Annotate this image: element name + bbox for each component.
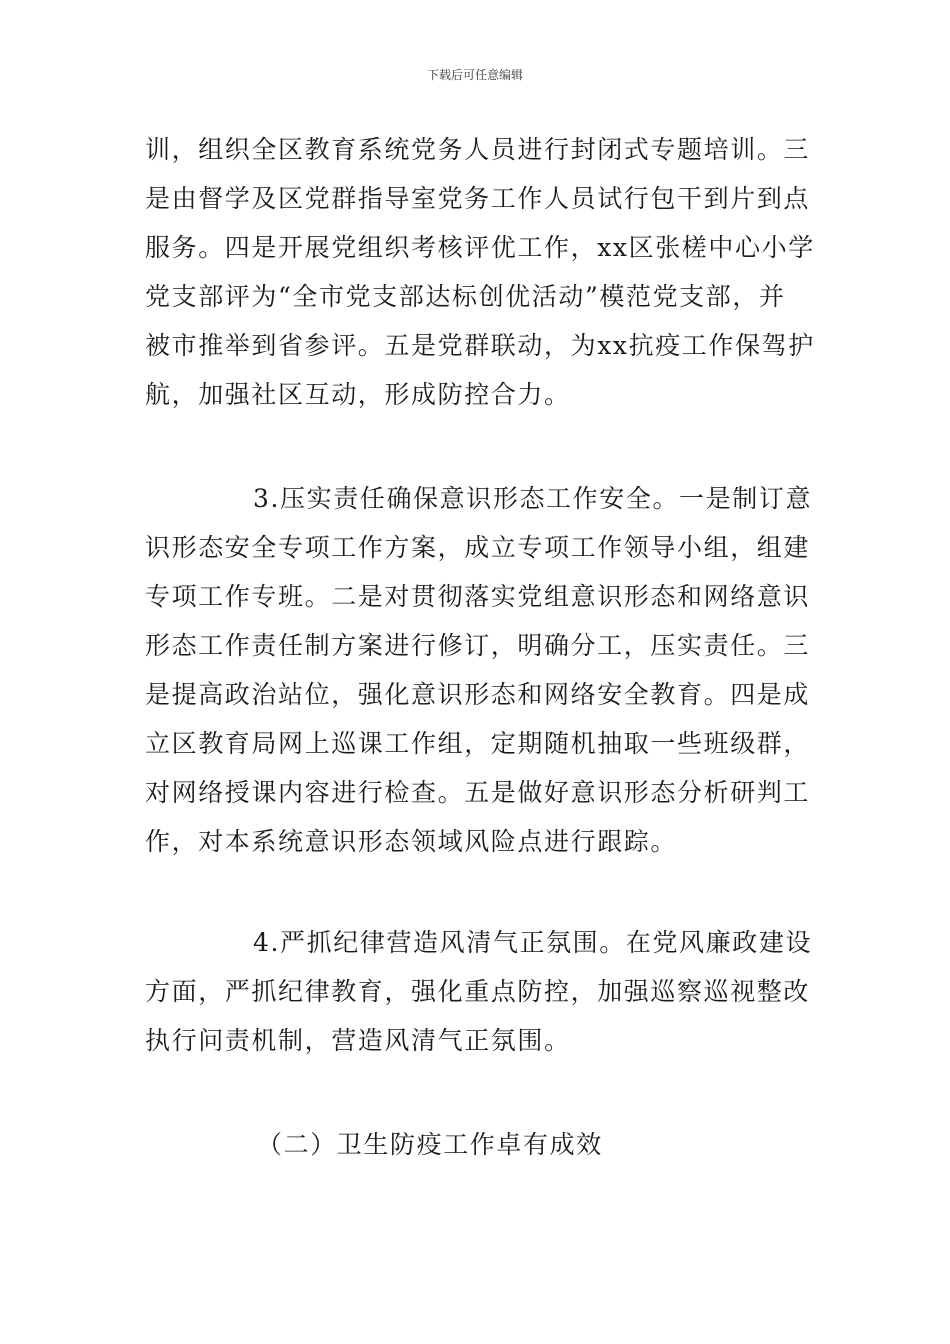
section-heading-text: （二）卫生防疫工作卓有成效	[257, 1130, 603, 1159]
text-line: 执行问责机制，营造风清气正氛围。	[145, 1026, 571, 1055]
text-line: 专项工作专班。二是对贯彻落实党组意识形态和网络意识	[145, 582, 811, 611]
text-line: 4.严抓纪律营造风清气正氛围。在党风廉政建设	[253, 928, 813, 957]
paragraph-party-building-continued	[145, 125, 815, 419]
text-line: 作，对本系统意识形态领域风险点进行跟踪。	[145, 827, 678, 856]
text-line: 是由督学及区党群指导室党务工作人员试行包干到片到点	[145, 184, 811, 213]
paragraph-discipline	[145, 918, 813, 1065]
section-heading	[145, 1120, 810, 1169]
text-line: 航，加强社区互动，形成防控合力。	[145, 380, 571, 409]
text-line: 被市推举到省参评。五是党群联动，为xx抗疫工作保驾护	[145, 331, 815, 360]
text-line: 形态工作责任制方案进行修订，明确分工，压实责任。三	[145, 631, 811, 660]
page-header: 下载后可任意编辑	[426, 68, 523, 82]
text-line: 对网络授课内容进行检查。五是做好意识形态分析研判工	[145, 778, 811, 807]
text-line: 训，组织全区教育系统党务人员进行封闭式专题培训。三	[145, 135, 811, 164]
text-line: 党支部评为“全市党支部达标创优活动”模范党支部，并	[145, 282, 786, 311]
text-line: 方面，严抓纪律教育，强化重点防控，加强巡察巡视整改	[145, 977, 811, 1006]
text-line: 3.压实责任确保意识形态工作安全。一是制订意	[253, 484, 813, 513]
paragraph-ideology-security	[145, 474, 813, 866]
text-line: 服务。四是开展党组织考核评优工作，xx区张槎中心小学	[145, 233, 815, 262]
text-line: 是提高政治站位，强化意识形态和网络安全教育。四是成	[145, 680, 811, 709]
text-line: 识形态安全专项工作方案，成立专项工作领导小组，组建	[145, 533, 811, 562]
text-line: 立区教育局网上巡课工作组，定期随机抽取一些班级群，	[145, 729, 811, 758]
